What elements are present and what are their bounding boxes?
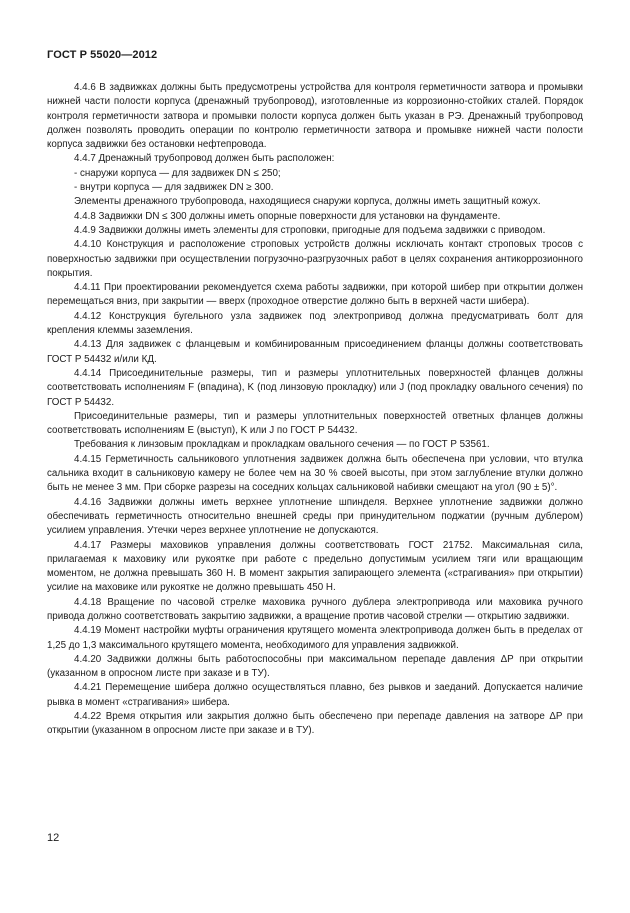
paragraph-4-4-13: 4.4.13 Для задвижек с фланцевым и комбинированным присоединением фланцы должны соответствовать ГОСТ Р 54432 и/или КД. [47, 339, 583, 365]
document-header: ГОСТ Р 55020—2012 [47, 49, 158, 61]
paragraph-4-4-12: 4.4.12 Конструкция бугельного узла задвижек под электропривод должна предусматривать болт для крепления клеммы заземления. [47, 310, 583, 337]
paragraph-4-4-16: 4.4.16 Задвижки должны иметь верхнее уплотнение шпинделя. Верхнее уплотнение задвижки должно обеспечивать герметичность относительно внешней среды при принудительном поджатии (ручным дублером) усилием управления. Утечки через верхнее уплотнение не допускаются. [47, 496, 583, 537]
paragraph-4-4-11: 4.4.11 При проектировании рекомендуется схема работы задвижки, при которой шибер при открытии должен перемещаться вниз, при закрытии — вверх (проходное отверстие должно быть в верхней части шибера). [47, 282, 583, 308]
paragraph-4-4-8: 4.4.8 Задвижки DN ≤ 300 должны иметь опорные поверхности для установки на фундаменте. [74, 210, 501, 222]
paragraph-4-4-18: 4.4.18 Вращение по часовой стрелке маховика ручного дублера электропривода или маховика ручного привода должно соответствовать закрытию задвижки, а вращение против часовой стрелки — открытию задвижки. [47, 596, 583, 622]
paragraph-gasket-requirements: Требования к линзовым прокладкам и прокладкам овального сечения — по ГОСТ Р 53561. [74, 439, 490, 451]
paragraph-4-4-17: 4.4.17 Размеры маховиков управления должны соответствовать ГОСТ 21752. Максимальная сила, прилагаемая к маховику или рукоятке при работе с предельно допустимым усилием тяги или вращающим моментом, не должна превышать 360 Н. В момент закрытия запирающего элемента («страгивания» при открытии) усилие на маховике или рукоятке не должно превышать 450 Н. [47, 539, 583, 594]
paragraph-4-4-7: 4.4.7 Дренажный трубопровод должен быть расположен: [74, 153, 335, 165]
paragraph-4-4-19: 4.4.19 Момент настройки муфты ограничения крутящего момента электропривода должен быть в пределах от 1,25 до 1,3 максимального крутящего момента, необходимого для управления задвижкой. [47, 625, 583, 651]
paragraph-mating-flanges: Присоединительные размеры, тип и размеры уплотнительных поверхностей ответных фланцев должны соответствовать исполнениям E (выступ), K или J по ГОСТ Р 54432. [47, 410, 583, 437]
page-number: 12 [47, 832, 60, 844]
document-body [47, 81, 583, 739]
paragraph-4-4-15: 4.4.15 Герметичность сальникового уплотнения задвижек должна быть обеспечена при условии, что втулка сальника входит в сальниковую камеру не более чем на 30 % своей высоты, при этом заглубление втулки должно быть не менее 3 мм. При сборке разрезы на соседних кольцах сальниковой набивки смещают на угол (90 ± 5)°. [47, 453, 583, 494]
paragraph-4-4-22: 4.4.22 Время открытия или закрытия должно быть обеспечено при перепаде давления на затворе ΔP при открытии (указанном в опросном листе при заказе и в ТУ). [47, 711, 583, 737]
paragraph-drain-elements: Элементы дренажного трубопровода, находящиеся снаружи корпуса, должны иметь защитный кожух. [74, 196, 541, 208]
list-item-inside: - внутри корпуса — для задвижек DN ≥ 300. [74, 182, 274, 194]
paragraph-4-4-14: 4.4.14 Присоединительные размеры, тип и размеры уплотнительных поверхностей фланцев должны соответствовать исполнениям F (впадина), K (под линзовую прокладку) или J (под прокладку овального сечения) по ГОСТ Р 54432. [47, 367, 583, 408]
paragraph-4-4-20: 4.4.20 Задвижки должны быть работоспособны при максимальном перепаде давления ΔP при открытии (указанном в опросном листе при заказе и в ТУ). [47, 653, 583, 680]
paragraph-4-4-9: 4.4.9 Задвижки должны иметь элементы для строповки, пригодные для подъема задвижки с приводом. [74, 224, 546, 236]
paragraph-4-4-10: 4.4.10 Конструкция и расположение строповых устройств должны исключать контакт строповых тросов с поверхностью задвижки при осуществлении погрузочно-разгрузочных работ в целях сохранения антикоррозионного покрытия. [47, 239, 583, 279]
list-item-outside: - снаружи корпуса — для задвижек DN ≤ 250; [74, 167, 281, 179]
paragraph-4-4-6: 4.4.6 В задвижках должны быть предусмотрены устройства для контроля герметичности затвора и промывки нижней части полости корпуса (дренажный трубопровод), изготовленные из коррозионно-стойких сталей. Порядок контроля герметичности затвора и промывки полости корпуса должен быть указан в РЭ. Дренажный трубопровод должен позволять проводить операции по контролю герметичности затвора и промывке нижней части полости корпуса задвижки без остановки нефтепровода. [47, 82, 583, 151]
paragraph-4-4-21: 4.4.21 Перемещение шибера должно осуществляться плавно, без рывков и заеданий. Допускается наличие рывка в момент «страгивания» шибера. [47, 682, 583, 708]
